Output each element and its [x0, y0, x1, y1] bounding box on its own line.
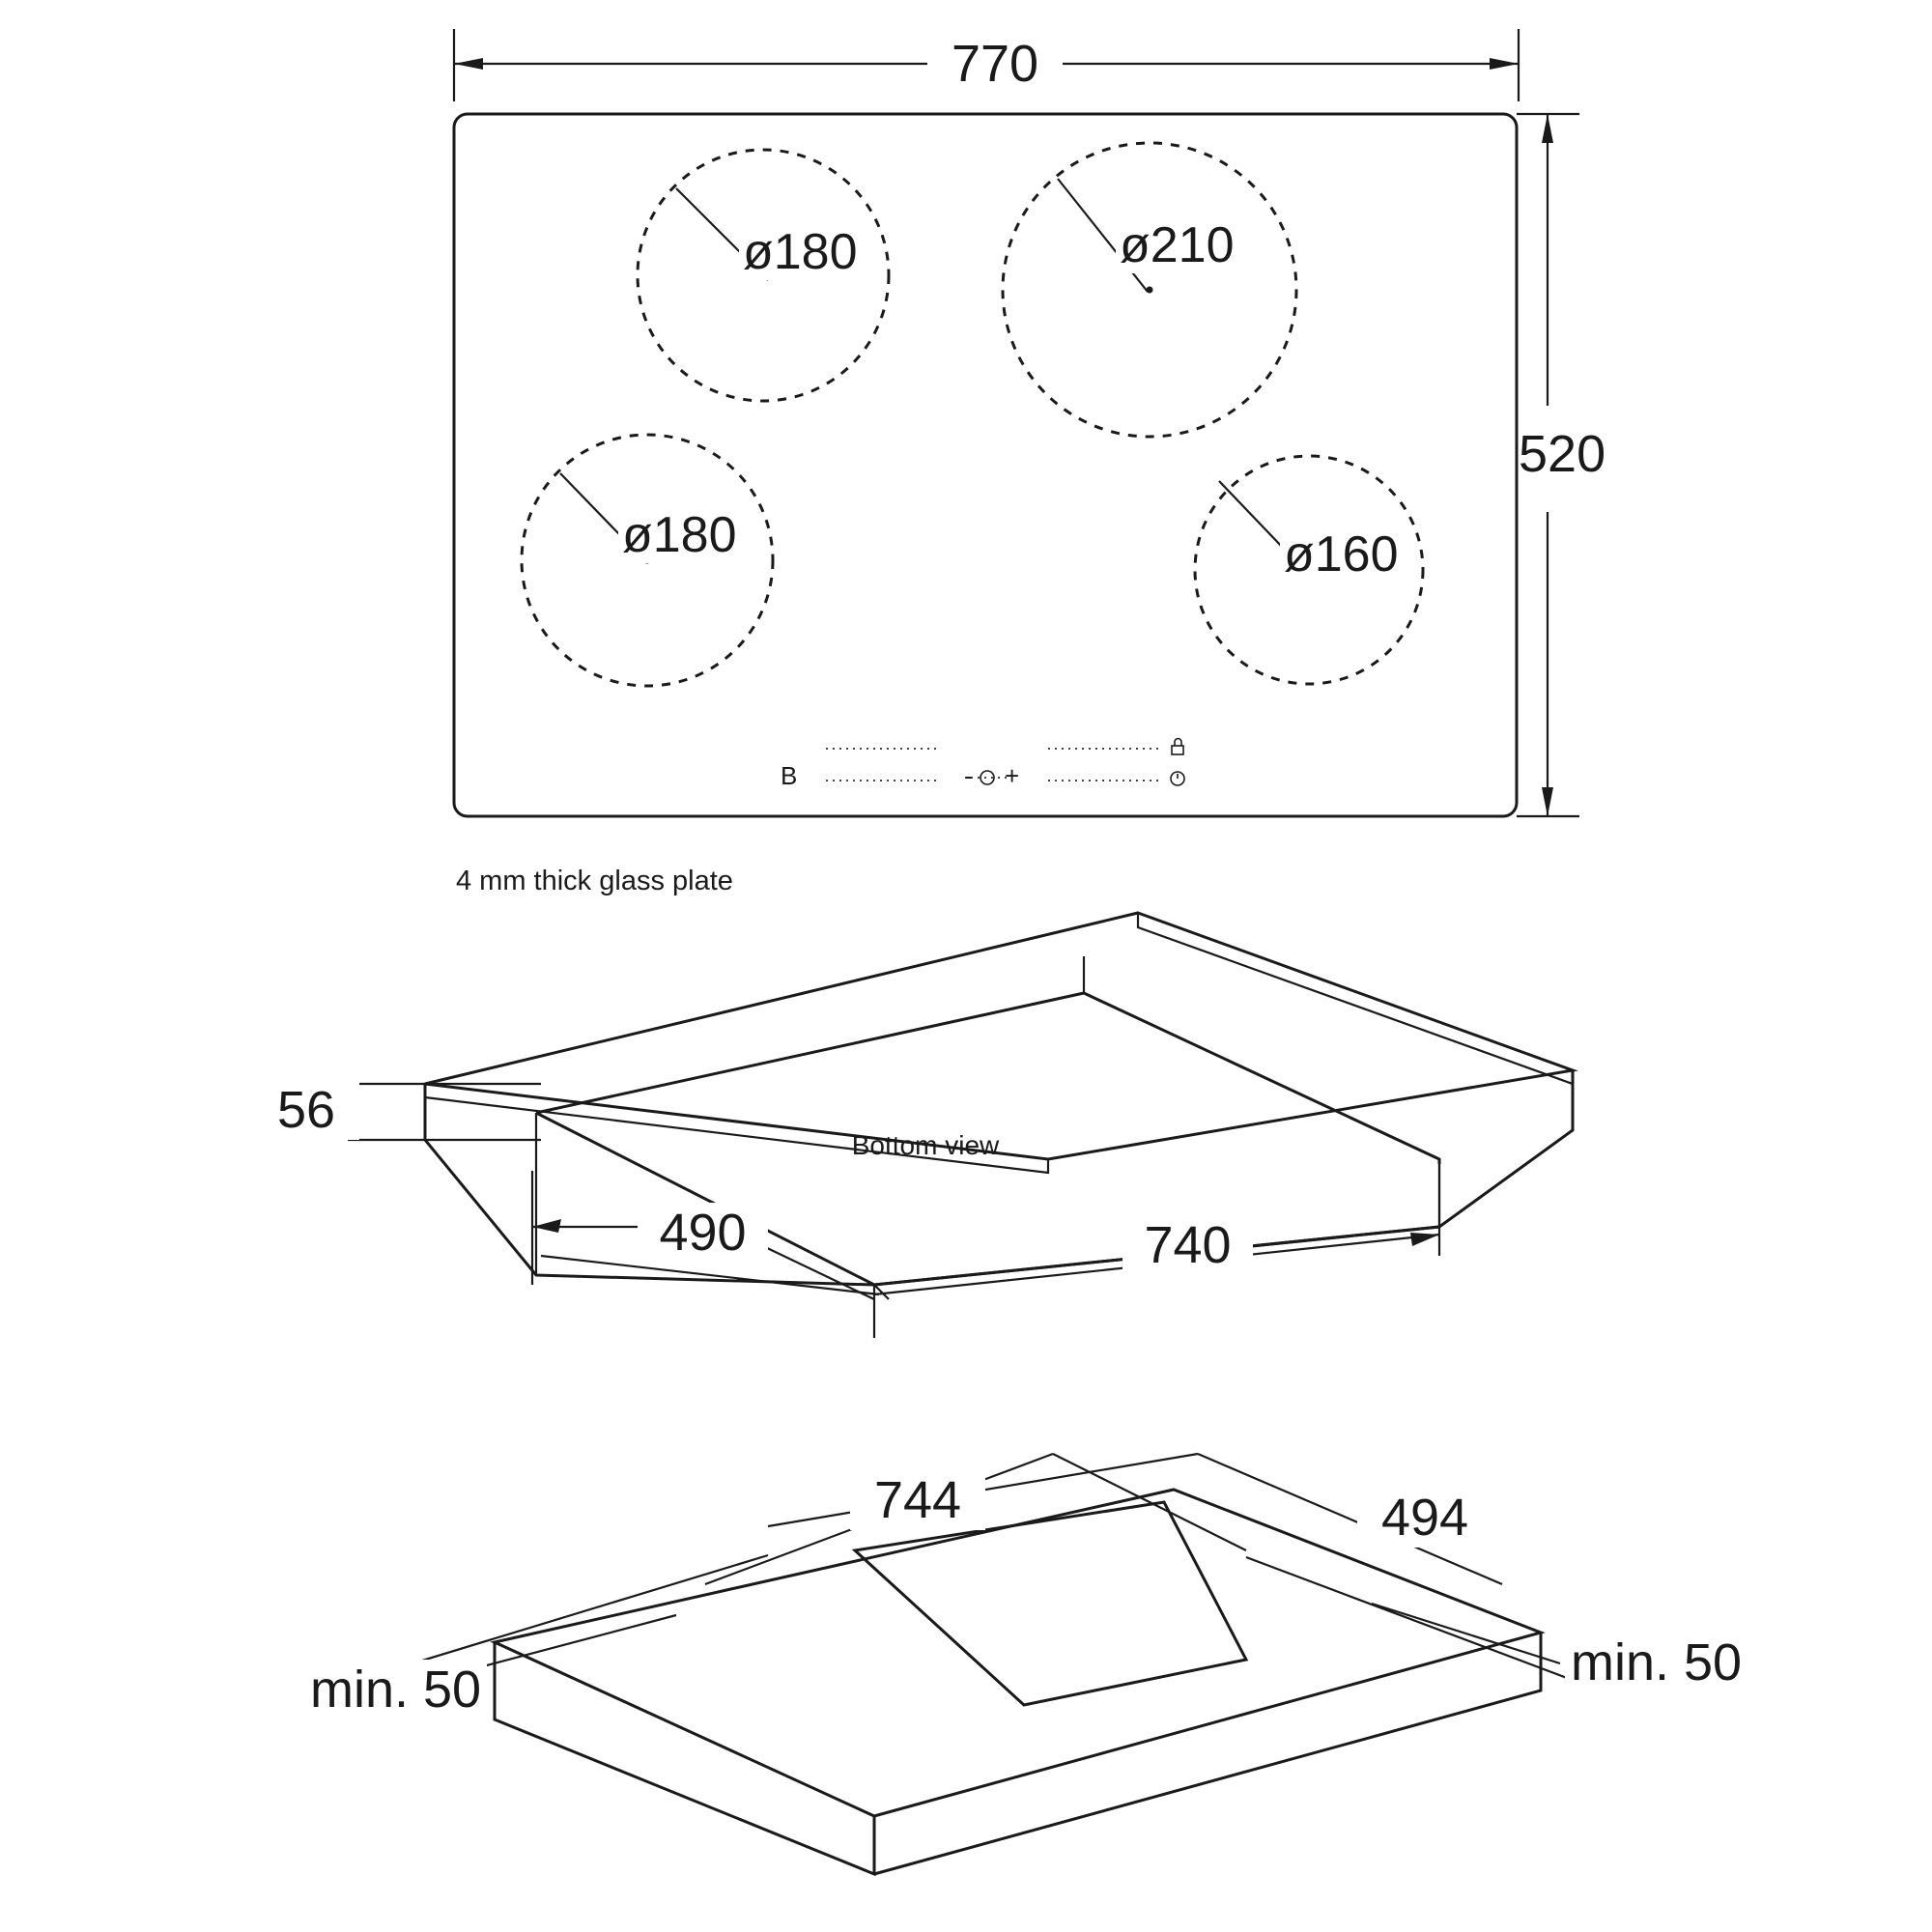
label-cutout-744: 744	[850, 1470, 985, 1530]
plus-icon[interactable]: +	[1005, 761, 1020, 790]
label-min50-right: min. 50	[1565, 1633, 1747, 1692]
label-min50-left: min. 50	[304, 1660, 487, 1719]
label-width-740: 740	[1122, 1215, 1253, 1275]
bottom-view-caption: Bottom view	[851, 1130, 1000, 1160]
label-zone-front-left: ø180	[618, 507, 741, 563]
label-depth-520: 520	[1519, 425, 1692, 483]
label-cutout-494: 494	[1357, 1488, 1492, 1548]
note-glass-plate: 4 mm thick glass plate	[456, 866, 733, 896]
boost-icon[interactable]: B	[781, 761, 798, 790]
minus-icon[interactable]: -	[964, 761, 973, 790]
label-depth-490: 490	[638, 1203, 768, 1263]
label-height-56: 56	[253, 1080, 359, 1140]
label-zone-rear-right: ø210	[1116, 217, 1238, 273]
label-width-770: 770	[927, 35, 1063, 93]
label-zone-front-right: ø160	[1280, 526, 1403, 582]
label-zone-rear-left: ø180	[739, 224, 862, 280]
